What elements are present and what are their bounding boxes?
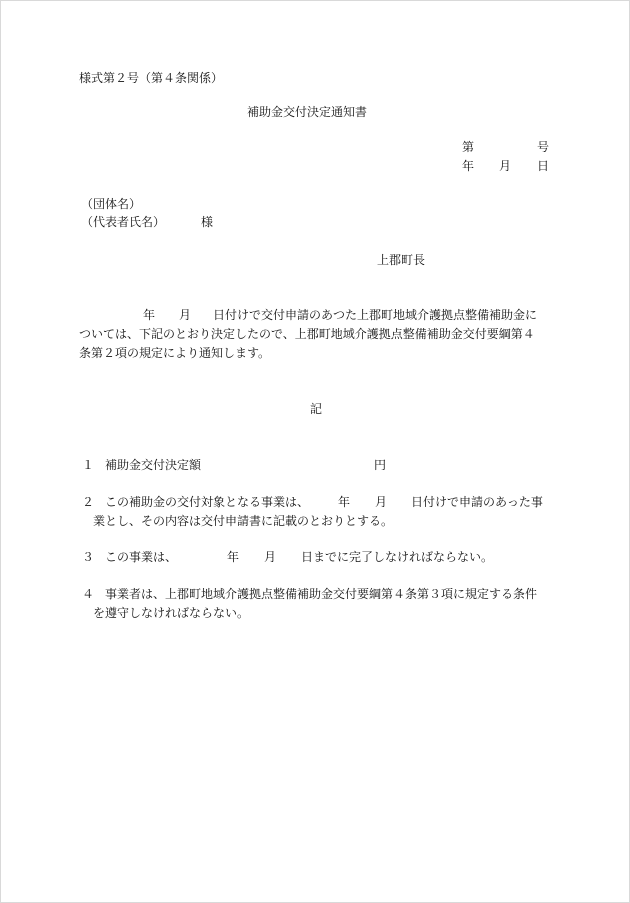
item-number: ４	[82, 587, 95, 601]
doc-number-gou: 号	[537, 140, 550, 154]
item-line2: 業とし、その内容は交付申請書に記載のとおりとする。	[93, 514, 394, 528]
item-line2: を遵守しなければならない。	[93, 606, 250, 620]
item-number: ３	[82, 550, 95, 564]
date-day: 日	[537, 159, 550, 173]
recipient-rep: （代表者氏名）	[81, 215, 166, 229]
intro-line1: 日付けで交付申請のあつた上郡町地域介護拠点整備補助金に	[213, 308, 538, 322]
item-unit: 円	[374, 458, 387, 472]
sender-name: 上郡町長	[377, 253, 426, 267]
item-number: １	[82, 458, 95, 472]
item-text-a: この補助金の交付対象となる事業は、	[105, 495, 310, 509]
item-year: 年	[338, 495, 351, 509]
item-month: 月	[264, 550, 277, 564]
item-text-b: 日までに完了しなければならない。	[301, 550, 494, 564]
date-month: 月	[499, 159, 512, 173]
intro-line3: 条第２項の規定により通知します。	[79, 346, 271, 360]
ki-heading: 記	[310, 402, 323, 416]
item-number: ２	[82, 495, 95, 509]
item-label: 補助金交付決定額	[105, 458, 202, 472]
item-text-b: 日付けで申請のあった事	[411, 495, 543, 509]
item-year: 年	[227, 550, 240, 564]
item-month: 月	[375, 495, 388, 509]
intro-year: 年	[143, 308, 156, 322]
doc-number-dai: 第	[462, 140, 475, 154]
intro-line2: ついては、下記のとおり決定したので、上郡町地域介護拠点整備補助金交付要綱第４	[79, 327, 535, 341]
date-year: 年	[462, 159, 475, 173]
recipient-org: （団体名）	[81, 197, 142, 211]
item-text-a: この事業は、	[105, 550, 178, 564]
form-number: 様式第２号（第４条関係）	[79, 71, 224, 85]
item-line1: 事業者は、上郡町地域介護拠点整備補助金交付要綱第４条第３項に規定する条件	[105, 587, 538, 601]
document-title: 補助金交付決定通知書	[247, 105, 368, 119]
intro-month: 月	[179, 308, 192, 322]
recipient-honorific: 様	[201, 215, 214, 229]
